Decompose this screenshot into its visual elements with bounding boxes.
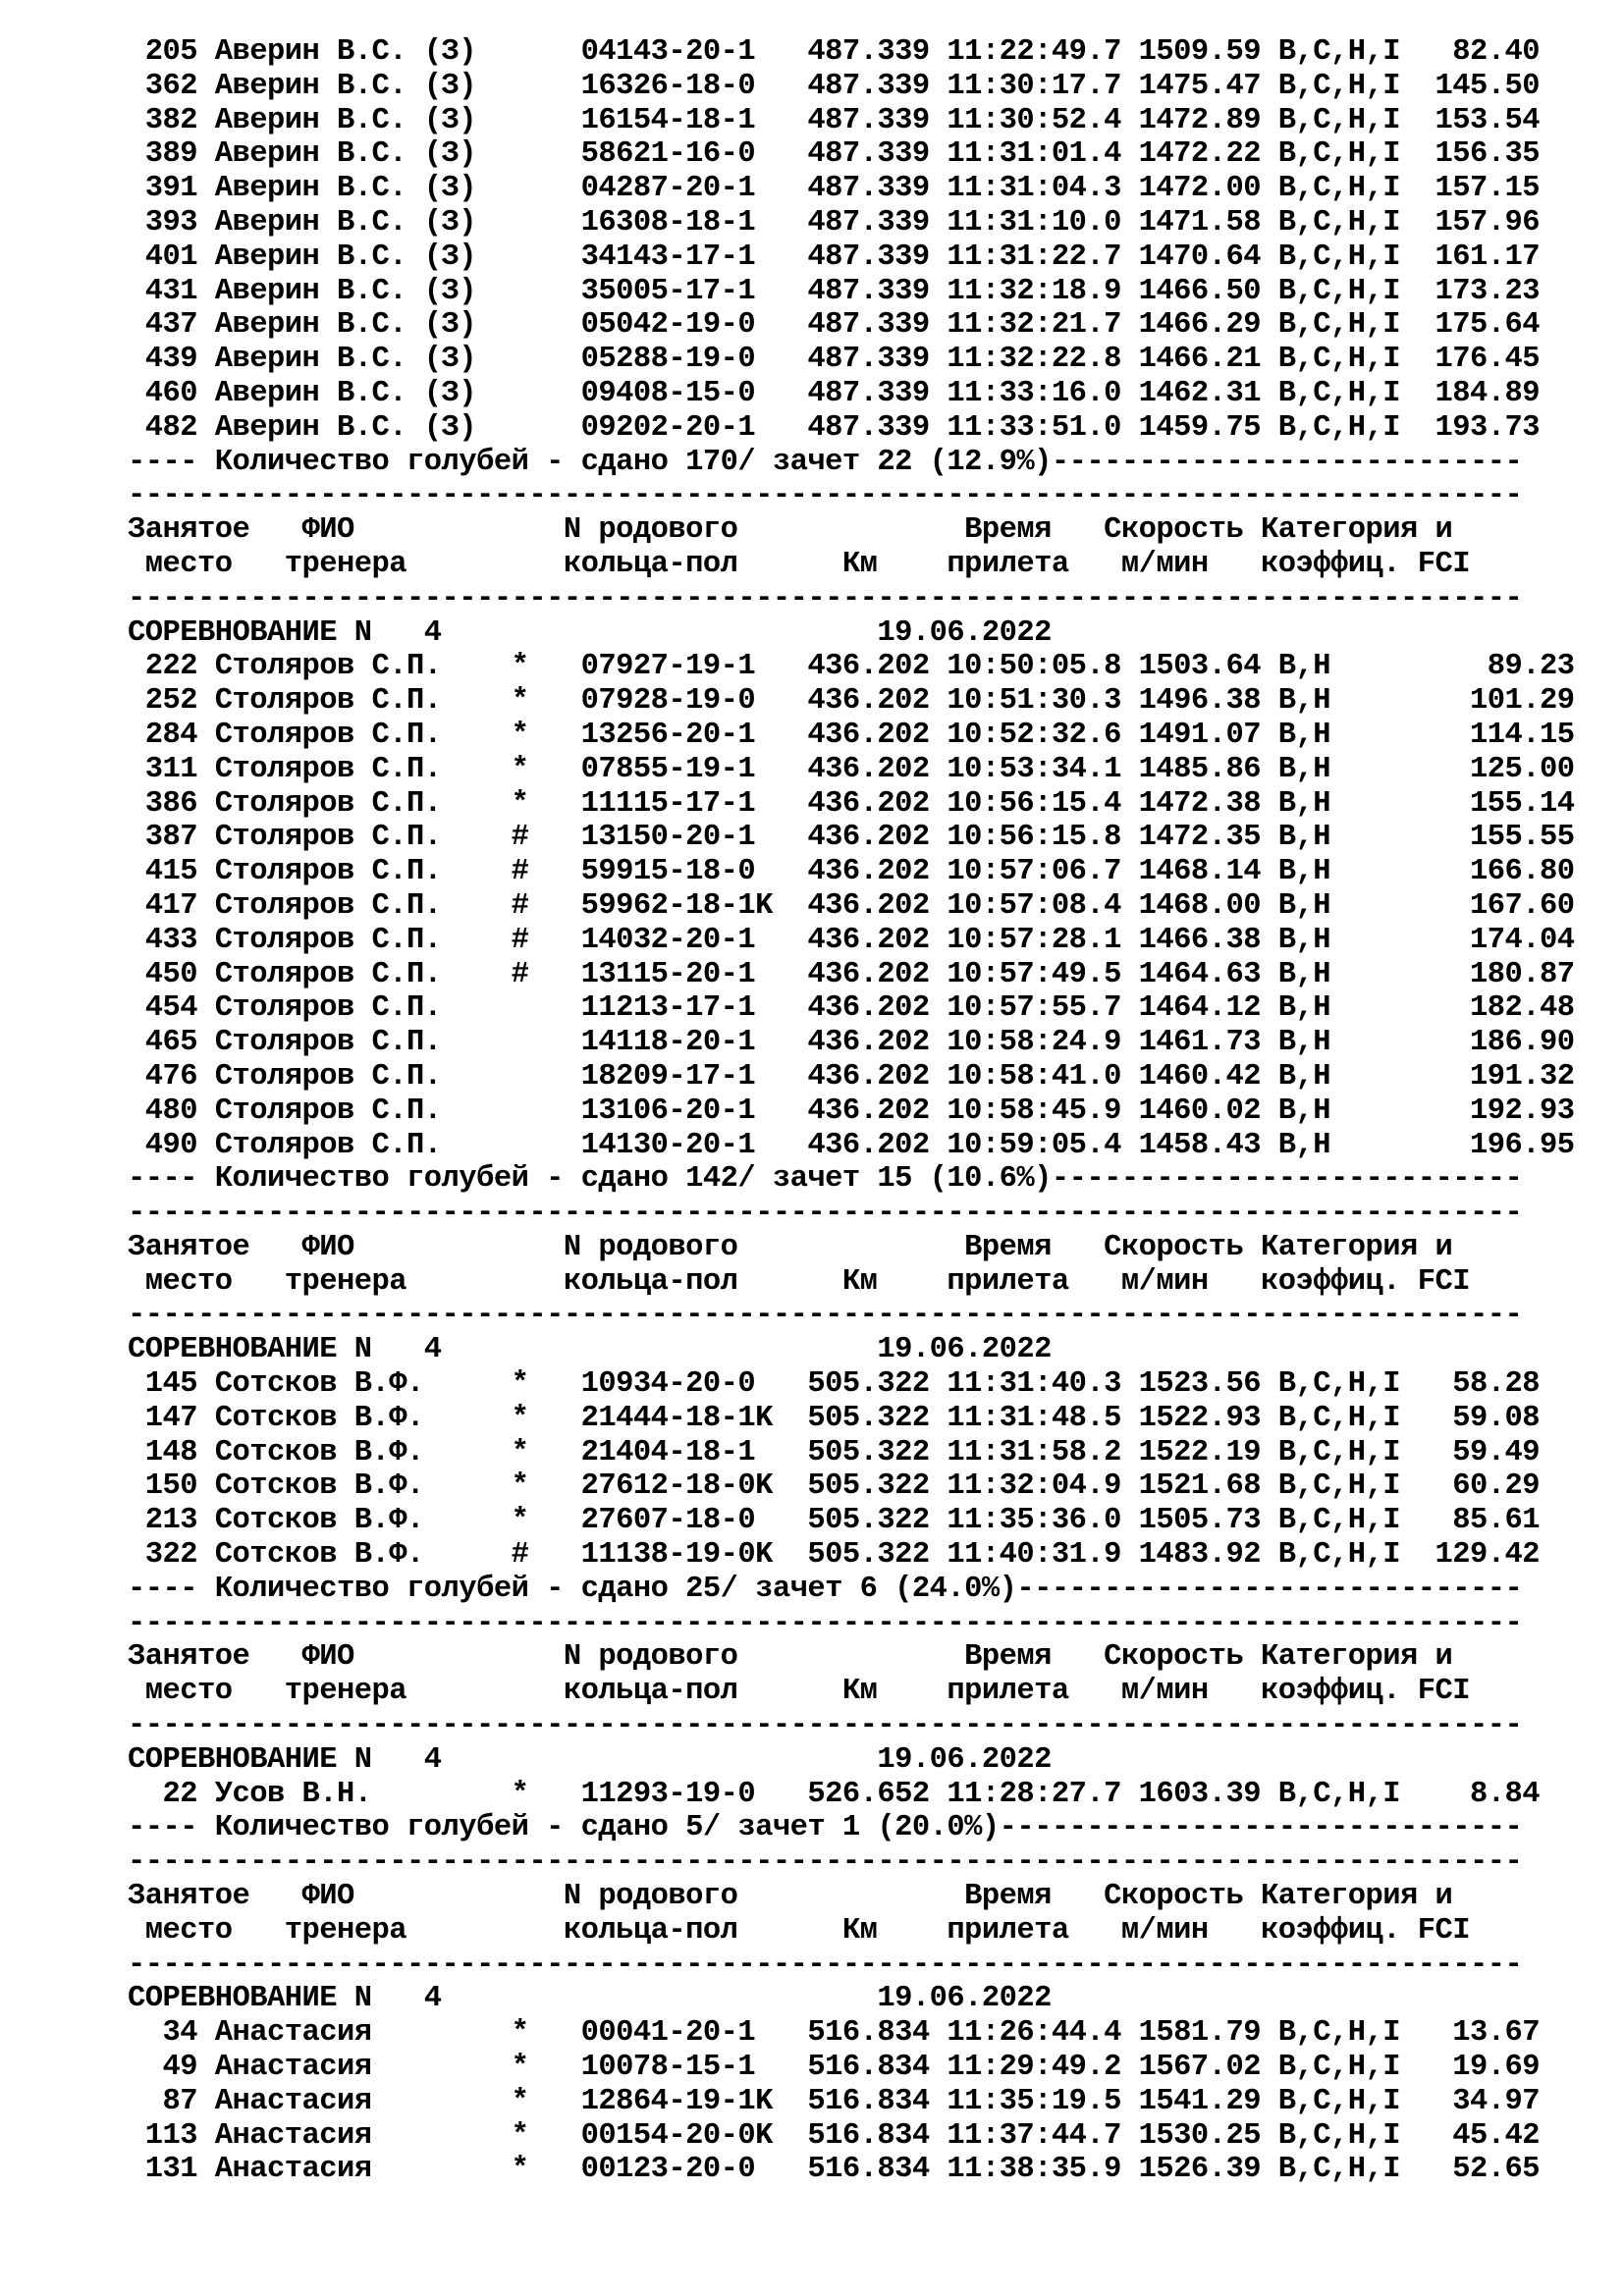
text-line: 437 Аверин В.С. (З) 05042-19-0 487.339 11:32:21.7 1466.29 B,C,H,I 175.64 xyxy=(128,308,1540,343)
text-line: 391 Аверин В.С. (З) 04287-20-1 487.339 11:31:04.3 1472.00 B,C,H,I 157.15 xyxy=(128,172,1540,206)
text-line: -------------------------------------------------------------------------------- xyxy=(128,1948,1523,1982)
text-line: 387 Столяров С.П. # 13150-20-1 436.202 10:56:15.8 1472.35 B,H 155.55 xyxy=(128,821,1575,855)
text-line: Занятое ФИО N родового Время Скорость Категория и xyxy=(128,1230,1453,1264)
text-line: место тренера кольца-пол Км прилета м/мин коэффиц. FCI xyxy=(128,1264,1470,1299)
text-line: 113 Анастасия * 00154-20-0K 516.834 11:37:44.7 1530.25 B,C,H,I 45.42 xyxy=(128,2118,1540,2153)
text-line: -------------------------------------------------------------------------------- xyxy=(128,1299,1523,1333)
text-line: -------------------------------------------------------------------------------- xyxy=(128,1709,1523,1743)
text-line: 213 Сотсков В.Ф. * 27607-18-0 505.322 11:35:36.0 1505.73 B,C,H,I 85.61 xyxy=(128,1504,1540,1538)
text-line: 222 Столяров С.П. * 07927-19-1 436.202 10:50:05.8 1503.64 B,H 89.23 xyxy=(128,650,1575,684)
text-line: СОРЕВНОВАНИЕ N 4 19.06.2022 xyxy=(128,615,1052,650)
text-line: 433 Столяров С.П. # 14032-20-1 436.202 10:57:28.1 1466.38 B,H 174.04 xyxy=(128,923,1575,957)
text-line: ---- Количество голубей - сдано 25/ зачет 6 (24.0%)----------------------------- xyxy=(128,1572,1523,1606)
text-line: СОРЕВНОВАНИЕ N 4 19.06.2022 xyxy=(128,1982,1052,2016)
text-line: 454 Столяров С.П. 11213-17-1 436.202 10:57:55.7 1464.12 B,H 182.48 xyxy=(128,991,1575,1026)
text-line: 252 Столяров С.П. * 07928-19-0 436.202 10:51:30.3 1496.38 B,H 101.29 xyxy=(128,684,1575,719)
text-line: ---- Количество голубей - сдано 170/ зачет 22 (12.9%)--------------------------- xyxy=(128,445,1523,479)
text-line: 148 Сотсков В.Ф. * 21404-18-1 505.322 11:31:58.2 1522.19 B,C,H,I 59.49 xyxy=(128,1435,1540,1469)
text-line: 389 Аверин В.С. (З) 58621-16-0 487.339 11:31:01.4 1472.22 B,C,H,I 156.35 xyxy=(128,137,1540,172)
text-line: Занятое ФИО N родового Время Скорость Категория и xyxy=(128,513,1453,548)
text-line: 87 Анастасия * 12864-19-1K 516.834 11:35:19.5 1541.29 B,C,H,I 34.97 xyxy=(128,2084,1540,2118)
text-line: СОРЕВНОВАНИЕ N 4 19.06.2022 xyxy=(128,1742,1052,1777)
text-line: -------------------------------------------------------------------------------- xyxy=(128,1845,1523,1880)
text-line: 322 Сотсков В.Ф. # 11138-19-0K 505.322 11:40:31.9 1483.92 B,C,H,I 129.42 xyxy=(128,1538,1540,1573)
text-line: -------------------------------------------------------------------------------- xyxy=(128,479,1523,513)
text-line: ---- Количество голубей - сдано 5/ зачет 1 (20.0%)------------------------------ xyxy=(128,1811,1523,1845)
text-line: Занятое ФИО N родового Время Скорость Категория и xyxy=(128,1880,1453,1914)
text-line: 460 Аверин В.С. (З) 09408-15-0 487.339 11:33:16.0 1462.31 B,C,H,I 184.89 xyxy=(128,376,1540,410)
text-line: 465 Столяров С.П. 14118-20-1 436.202 10:58:24.9 1461.73 B,H 186.90 xyxy=(128,1026,1575,1060)
text-line: 284 Столяров С.П. * 13256-20-1 436.202 10:52:32.6 1491.07 B,H 114.15 xyxy=(128,718,1575,752)
text-line: 386 Столяров С.П. * 11115-17-1 436.202 10:56:15.4 1472.38 B,H 155.14 xyxy=(128,786,1575,821)
text-line: -------------------------------------------------------------------------------- xyxy=(128,581,1523,615)
text-line: 450 Столяров С.П. # 13115-20-1 436.202 10:57:49.5 1464.63 B,H 180.87 xyxy=(128,957,1575,991)
text-line: 476 Столяров С.П. 18209-17-1 436.202 10:58:41.0 1460.42 B,H 191.32 xyxy=(128,1059,1575,1094)
text-line: 490 Столяров С.П. 14130-20-1 436.202 10:59:05.4 1458.43 B,H 196.95 xyxy=(128,1128,1575,1162)
text-line: 439 Аверин В.С. (З) 05288-19-0 487.339 11:32:22.8 1466.21 B,C,H,I 176.45 xyxy=(128,343,1540,377)
text-line: 22 Усов В.Н. * 11293-19-0 526.652 11:28:27.7 1603.39 B,C,H,I 8.84 xyxy=(128,1777,1540,1811)
text-line: 393 Аверин В.С. (З) 16308-18-1 487.339 11:31:10.0 1471.58 B,C,H,I 157.96 xyxy=(128,205,1540,240)
text-line: Занятое ФИО N родового Время Скорость Категория и xyxy=(128,1640,1453,1675)
text-line: 482 Аверин В.С. (З) 09202-20-1 487.339 11:33:51.0 1459.75 B,C,H,I 193.73 xyxy=(128,410,1540,445)
text-line: 415 Столяров С.П. # 59915-18-0 436.202 10:57:06.7 1468.14 B,H 166.80 xyxy=(128,855,1575,889)
text-line: 417 Столяров С.П. # 59962-18-1K 436.202 10:57:08.4 1468.00 B,H 167.60 xyxy=(128,888,1575,923)
text-line: 401 Аверин В.С. (З) 34143-17-1 487.339 11:31:22.7 1470.64 B,C,H,I 161.17 xyxy=(128,240,1540,274)
text-line: 362 Аверин В.С. (З) 16326-18-0 487.339 11:30:17.7 1475.47 B,C,H,I 145.50 xyxy=(128,69,1540,103)
text-line: место тренера кольца-пол Км прилета м/мин коэффиц. FCI xyxy=(128,1675,1470,1709)
text-line: 480 Столяров С.П. 13106-20-1 436.202 10:58:45.9 1460.02 B,H 192.93 xyxy=(128,1094,1575,1128)
text-line: 311 Столяров С.П. * 07855-19-1 436.202 10:53:34.1 1485.86 B,H 125.00 xyxy=(128,752,1575,786)
results-printout xyxy=(128,35,1575,2187)
text-line: 431 Аверин В.С. (З) 35005-17-1 487.339 11:32:18.9 1466.50 B,C,H,I 173.23 xyxy=(128,274,1540,308)
text-line: СОРЕВНОВАНИЕ N 4 19.06.2022 xyxy=(128,1333,1052,1367)
text-line: 34 Анастасия * 00041-20-1 516.834 11:26:44.4 1581.79 B,C,H,I 13.67 xyxy=(128,2016,1540,2051)
text-line: 382 Аверин В.С. (З) 16154-18-1 487.339 11:30:52.4 1472.89 B,C,H,I 153.54 xyxy=(128,103,1540,137)
text-line: место тренера кольца-пол Км прилета м/мин коэффиц. FCI xyxy=(128,547,1470,581)
text-line: 131 Анастасия * 00123-20-0 516.834 11:38:35.9 1526.39 B,C,H,I 52.65 xyxy=(128,2153,1540,2187)
text-line: -------------------------------------------------------------------------------- xyxy=(128,1606,1523,1640)
text-line: 49 Анастасия * 10078-15-1 516.834 11:29:49.2 1567.02 B,C,H,I 19.69 xyxy=(128,2051,1540,2085)
text-line: место тренера кольца-пол Км прилета м/мин коэффиц. FCI xyxy=(128,1913,1470,1948)
text-line: 145 Сотсков В.Ф. * 10934-20-0 505.322 11:31:40.3 1523.56 B,C,H,I 58.28 xyxy=(128,1367,1540,1402)
text-line: 150 Сотсков В.Ф. * 27612-18-0K 505.322 11:32:04.9 1521.68 B,C,H,I 60.29 xyxy=(128,1469,1540,1504)
text-line: -------------------------------------------------------------------------------- xyxy=(128,1197,1523,1231)
text-line: 147 Сотсков В.Ф. * 21444-18-1K 505.322 11:31:48.5 1522.93 B,C,H,I 59.08 xyxy=(128,1401,1540,1435)
text-line: 205 Аверин В.С. (З) 04143-20-1 487.339 11:22:49.7 1509.59 B,C,H,I 82.40 xyxy=(128,35,1540,69)
text-line: ---- Количество голубей - сдано 142/ зачет 15 (10.6%)--------------------------- xyxy=(128,1162,1523,1197)
